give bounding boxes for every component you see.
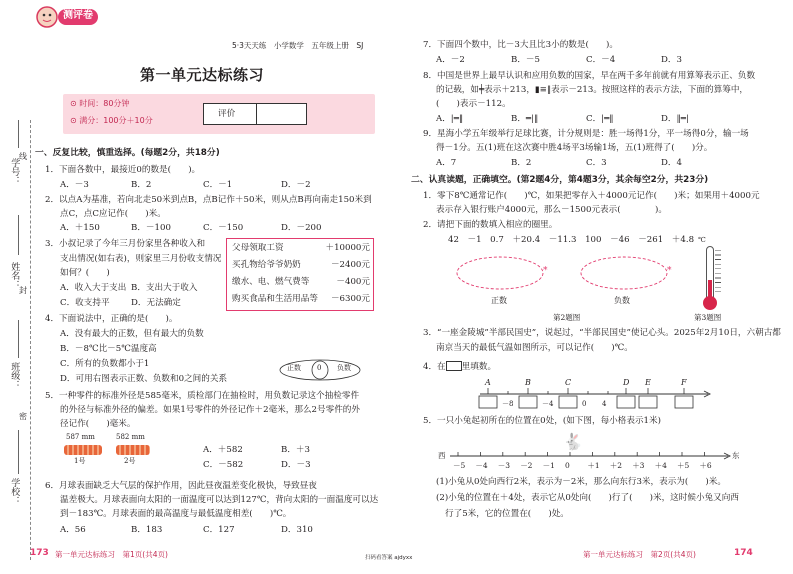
q3-option-b[interactable]: B．支出大于收入 xyxy=(131,283,198,293)
grade-box xyxy=(203,103,307,125)
binding-line xyxy=(30,120,31,560)
q5-option-d[interactable]: D．－3 xyxy=(281,460,311,470)
q2-line-1: 2．以点A为基准，若向北走50米到点B，点B记作＋50米，则从点B再向南走150米到 xyxy=(45,195,372,205)
q6-option-c[interactable]: C．127 xyxy=(203,525,235,535)
f4-box-icon xyxy=(446,361,462,371)
q3-line-1: 3．小叔记录了今年三月份家里各种收入和 xyxy=(45,239,206,249)
q2-option-c[interactable]: C．－150 xyxy=(203,223,244,233)
f5-tick-label: －2 xyxy=(520,461,533,470)
f4-label-D: D xyxy=(623,378,630,387)
q2-line-2: 点C，点C应记作( )米。 xyxy=(60,209,166,219)
clock-icon: ⊙ xyxy=(70,99,80,108)
f3-thermometer xyxy=(696,236,726,312)
q4-stem: 4．下面说法中，正确的是( )。 xyxy=(45,314,178,324)
q9-line-1: 9．星海小学五年级举行足球比赛，计分规则是：胜一场得1分，平一场得0分，输一场 xyxy=(423,129,749,139)
page-title: 第一单元达标练习 xyxy=(140,66,265,84)
q1-option-b[interactable]: B．2 xyxy=(131,180,152,190)
q9-option-d[interactable]: D．4 xyxy=(661,158,682,168)
f4-label-B: B xyxy=(525,378,531,387)
q6-option-b[interactable]: B．183 xyxy=(131,525,163,535)
f3-line-2: 南京当天的最低气温如图所示，可以记作( )℃。 xyxy=(436,343,633,353)
blank-line-2 xyxy=(18,215,19,255)
q4-option-b[interactable]: B．－8℃比－5℃温度高 xyxy=(60,344,157,354)
f4-answer-box-A xyxy=(479,396,497,408)
right-footer-text: 第一单元达标练习 第2页(共4页) xyxy=(583,550,696,559)
f1-line-1: 1．零下8℃通常记作( )℃，如果把零存入＋4000元记作( )米；如果用＋4000元 xyxy=(423,191,760,201)
q9-line-2: 得－1分。五(1)班在这次赛中胜4场平3场输1场，五(1)班得了( )分。 xyxy=(436,143,713,153)
q5-gear-1-icon xyxy=(64,445,102,455)
f2-negative-ellipse xyxy=(578,254,670,292)
q5-part-2-size: 582 mm xyxy=(116,433,145,441)
q5-line-2: 的外径与标准外径的偏差。如果1号零件的外径记作＋2毫米，那么2号零件的外 xyxy=(60,405,360,415)
q8-line-2: 的记载，如╪表示＋213，▮≡‖表示－213。按照这样的表示方法，下面的算筹中， xyxy=(436,85,749,95)
f5-tick-label: ＋4 xyxy=(654,461,667,470)
f5-tick-label: ＋6 xyxy=(699,461,712,470)
margin-banji: 班级： xyxy=(9,362,20,389)
q1-option-d[interactable]: D．－2 xyxy=(281,180,311,190)
f5-tick-label: ＋5 xyxy=(677,461,690,470)
q8-option-d[interactable]: D．‖═| xyxy=(661,114,689,124)
q3-row-1-amount: ＋10000元 xyxy=(325,243,370,253)
blank-line-1 xyxy=(18,120,19,148)
f5-tick-label: －1 xyxy=(542,461,555,470)
f2-numbers: 42 －1 0.7 ＋20.4 －11.3 100 －46 －261 ＋4.8 xyxy=(448,235,695,245)
q3-table xyxy=(226,238,374,311)
q9-option-c[interactable]: C．3 xyxy=(586,158,607,168)
blank-line-3 xyxy=(18,320,19,358)
q1-option-a[interactable]: A．－3 xyxy=(60,180,89,190)
q2-option-a[interactable]: A．＋150 xyxy=(60,223,100,233)
q8-option-c[interactable]: C．|═‖ xyxy=(586,114,614,124)
q6-option-d[interactable]: D．310 xyxy=(281,525,313,535)
q8-line-3: ( )表示－112。 xyxy=(436,99,511,109)
q9-option-b[interactable]: B．2 xyxy=(511,158,532,168)
q7-stem: 7．下面四个数中，比－3大且比3小的数是( )。 xyxy=(423,40,618,50)
q7-option-c[interactable]: C．－4 xyxy=(586,55,616,65)
section-2-title: 二、认真读题，正确填空。(第2题4分，第4题3分，其余每空2分，共23分) xyxy=(411,175,709,185)
f5-east-label: 东 xyxy=(732,451,740,460)
f3-line-1: 3．“一座金陵城”半部民国史”，说起过，“半部民国史”使记心头。2025年2月10日，六朝古都 xyxy=(423,328,781,338)
f5-tick-label: 0 xyxy=(565,461,570,470)
f2-positive-ellipse xyxy=(454,254,546,292)
f4-value-label: －8 xyxy=(502,400,514,408)
margin-xingming: 姓名： xyxy=(9,262,20,289)
f5-number-line xyxy=(438,450,744,472)
rabbit-icon: 🐇 xyxy=(563,432,583,451)
grade-label: 评价 xyxy=(218,109,236,119)
f5-tick-label: ＋3 xyxy=(632,461,645,470)
f4-answer-box-D xyxy=(617,396,635,408)
f2-stem: 2．请把下面的数填入相应的圈里。 xyxy=(423,220,558,230)
q3-row-3-item: 缴水、电、燃气费等 xyxy=(232,277,310,287)
q6-line-2: 温差极大。月球表面向太阳的一面温度可以达到127℃，背向太阳的一面温度可以达 xyxy=(60,495,379,505)
margin-xuexiao: 学校： xyxy=(9,478,20,505)
q4-option-a[interactable]: A．没有最大的正数，但有最大的负数 xyxy=(60,329,204,339)
q5-option-a[interactable]: A．＋582 xyxy=(203,445,243,455)
q3-row-1 xyxy=(232,243,370,254)
center-footer-text: 扫码看答案 ajdyxx xyxy=(365,555,413,561)
q5-line-3: 径记作( )毫米。 xyxy=(60,419,136,429)
q5-part-2-label: 2号 xyxy=(124,457,136,465)
f5-line-1: (1)小兔从0处向西行2米，表示为－2米，那么向东行3米，表示为( )米。 xyxy=(436,477,726,487)
f5-tick-label: －4 xyxy=(475,461,488,470)
f4-value-label: －4 xyxy=(542,400,554,408)
q1-option-c[interactable]: C．－1 xyxy=(203,180,233,190)
f1-line-2: 表示存入银行账户4000元，那么－1500元表示( )。 xyxy=(436,205,667,215)
q3-row-4-amount: －6300元 xyxy=(330,294,370,304)
q7-option-d[interactable]: D．3 xyxy=(661,55,682,65)
f5-tick-label: －3 xyxy=(497,461,511,470)
q3-option-c[interactable]: C．收支持平 xyxy=(60,298,110,308)
q3-row-4 xyxy=(232,294,370,305)
f4-label-A: A xyxy=(485,378,491,387)
f4-value-label: 4 xyxy=(602,400,607,408)
margin-mi: 密 xyxy=(19,412,27,421)
blank-line-4 xyxy=(18,430,19,474)
thermometer-unit: ℃ xyxy=(698,236,706,244)
f4-answer-box-F xyxy=(675,396,693,408)
q5-option-c[interactable]: C．－582 xyxy=(203,460,244,470)
time-label: ⊙ 时间：80分钟 xyxy=(70,99,130,108)
q3-row-2-item: 买孔物给爷爷奶奶 xyxy=(232,260,301,270)
f2-negative-label: 负数 xyxy=(614,296,630,305)
q5-part-1-size: 587 mm xyxy=(66,433,95,441)
q8-option-b[interactable]: B．═|‖ xyxy=(511,114,539,124)
left-page-number: 173 xyxy=(30,548,49,558)
q2-option-b[interactable]: B．－100 xyxy=(131,223,171,233)
q3-option-a[interactable]: A．收入大于支出 xyxy=(60,283,127,293)
brand-label: 测评卷 xyxy=(63,10,93,21)
svg-text:*: * xyxy=(543,266,548,276)
venn-positive: 正数 xyxy=(287,364,301,372)
q3-row-4-item: 购买食品和生活用品等 xyxy=(232,294,318,304)
section-1-title: 一、反复比较，慎重选择。(每题2分，共18分) xyxy=(35,148,220,158)
f4-label-F: F xyxy=(681,378,687,387)
margin-xian: 线 xyxy=(19,152,27,161)
q7-option-b[interactable]: B．－5 xyxy=(511,55,540,65)
f5-tick-label: －5 xyxy=(453,461,466,470)
f4-value-label: 0 xyxy=(582,400,587,408)
score-label: ⊙ 满分：100分＋10分 xyxy=(70,116,153,125)
brand-logo xyxy=(36,6,100,28)
f4-stem: 4．在 里填数。 xyxy=(423,362,497,372)
right-page-number: 174 xyxy=(734,548,753,558)
q6-option-a[interactable]: A．56 xyxy=(60,525,86,535)
f5-line-2: (2)小兔的位置在＋4处，表示它从0处向( )行了( )米，这时候小兔又向西 xyxy=(436,493,739,503)
f4-answer-box-B xyxy=(519,396,537,408)
f4-number-line xyxy=(478,374,714,412)
left-footer-text: 第一单元达标练习 第1页(共4页) xyxy=(55,550,168,559)
thermometer-bulb xyxy=(703,296,717,310)
f4-answer-box-E xyxy=(639,396,657,408)
q9-option-a[interactable]: A．7 xyxy=(436,158,457,168)
f5-line-3: 行了5米，它的位置在( )处。 xyxy=(445,509,569,519)
q5-part-1-label: 1号 xyxy=(74,457,86,465)
f3-caption: 第3题图 xyxy=(694,313,722,322)
f5-west-label: 西 xyxy=(438,451,446,460)
f2-positive-label: 正数 xyxy=(491,296,507,305)
f5-tick-label: ＋1 xyxy=(587,461,600,470)
svg-text:*: * xyxy=(667,266,672,276)
target-icon: ⊙ xyxy=(70,116,80,125)
q6-line-1: 6．月球表面缺乏大气层的保护作用，因此昼夜温差变化极快，导致昼夜 xyxy=(45,481,317,491)
q7-option-a[interactable]: A．－2 xyxy=(436,55,465,65)
grade-divider xyxy=(256,104,257,125)
q8-line-1: 8．中国是世界上最早认识和应用负数的国家，早在两千多年前就有用算筹表示正、负数 xyxy=(423,71,756,81)
q5-part-2 xyxy=(110,433,156,467)
q3-row-3 xyxy=(232,277,370,288)
f2-caption: 第2题图 xyxy=(553,313,581,322)
q3-row-3-amount: －400元 xyxy=(336,277,370,287)
venn-zero: 0 xyxy=(317,364,322,372)
f4-answer-box-C xyxy=(559,396,577,408)
q8-option-a[interactable]: A．|═‖ xyxy=(436,114,464,124)
q3-row-1-item: 父母领取工资 xyxy=(232,243,284,253)
series-label: 5·3天天练 小学数学 五年级上册 SJ xyxy=(232,41,364,50)
q1-stem: 1．下面各数中，最接近0的数是( )。 xyxy=(45,165,201,175)
q3-line-3: 如何？( ) xyxy=(60,268,110,278)
f5-tick-label: ＋2 xyxy=(609,461,623,470)
q3-row-2 xyxy=(232,260,370,271)
q5-option-b[interactable]: B．＋3 xyxy=(281,445,310,455)
q3-row-2-amount: －2400元 xyxy=(330,260,370,270)
margin-xuehao: 学号： xyxy=(9,158,20,185)
thermometer-ticks xyxy=(715,250,721,296)
q5-line-1: 5．一种零件的标准外径是585毫米，质检部门在抽检时，用负数记录这个抽检零件 xyxy=(45,391,360,401)
f4-label-C: C xyxy=(565,378,572,387)
q5-gear-2-icon xyxy=(116,445,150,455)
f5-stem: 5．一只小兔起初所在的位置在0处，(如下图，每小格表示1米) xyxy=(423,416,661,426)
q2-option-d[interactable]: D．－200 xyxy=(281,223,322,233)
margin-feng: 封 xyxy=(19,286,27,295)
q5-part-1 xyxy=(60,433,106,467)
q3-option-d[interactable]: D．无法确定 xyxy=(131,298,181,308)
f4-label-E: E xyxy=(645,378,651,387)
q4-option-d[interactable]: D．可用右图表示正数、负数和0之间的关系 xyxy=(60,374,228,384)
q4-venn-diagram xyxy=(277,358,363,382)
venn-negative: 负数 xyxy=(337,364,351,372)
q6-line-3: 到－183℃。月球表面的最高温度与最低温度相差( )℃。 xyxy=(60,509,292,519)
q4-option-c[interactable]: C．所有的负数都小于1 xyxy=(60,359,150,369)
q3-line-2: 支出情况(如右表)，则家里三月份收支情况 xyxy=(60,254,222,264)
